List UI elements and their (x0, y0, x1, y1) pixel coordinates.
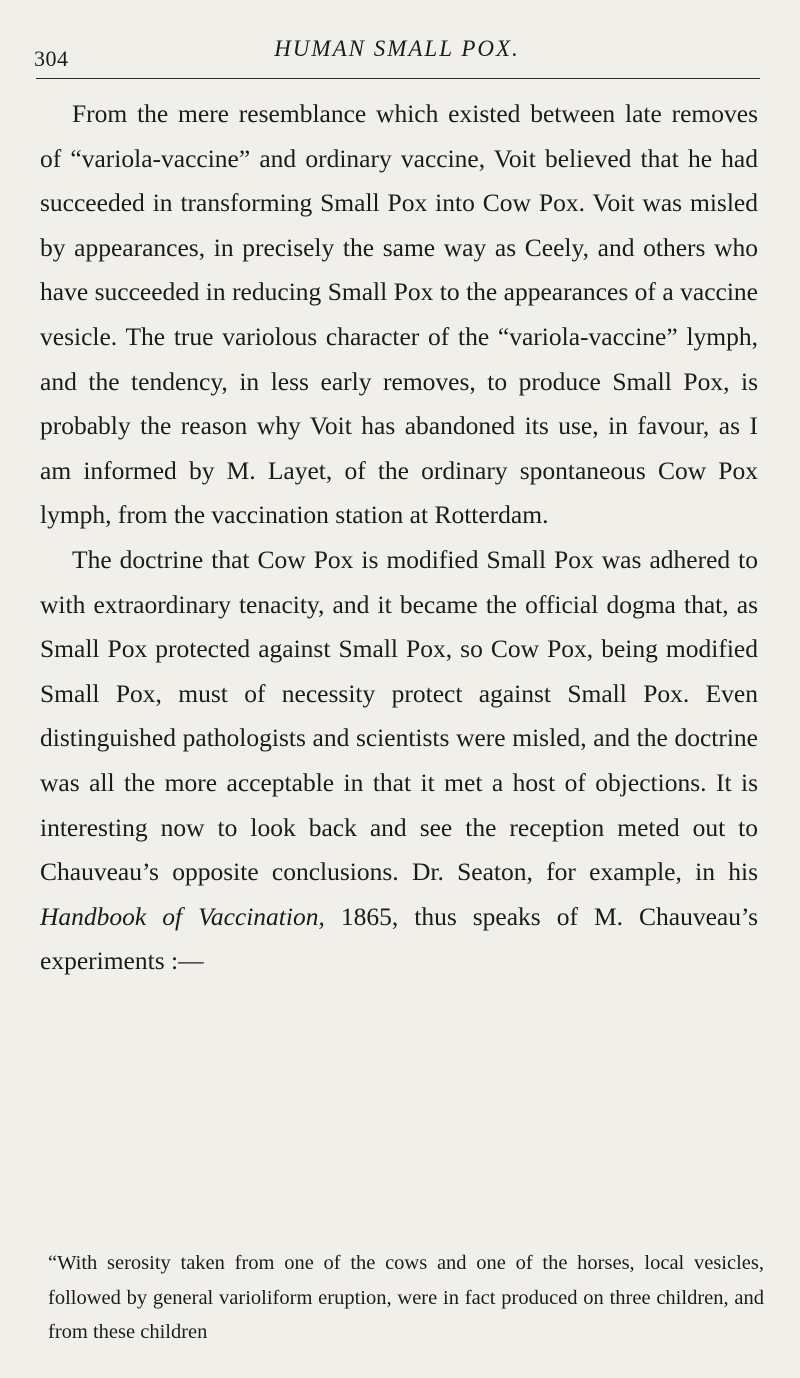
page-header (34, 30, 760, 70)
book-title: Handbook of Vaccination, (40, 901, 325, 931)
body-text (40, 92, 758, 984)
block-quote: “With serosity taken from one of the cows and one of the horses, local vesicles, followed by general varioliform eruption, were in fact produced on three children, and from these children (48, 1252, 764, 1343)
page-number: 304 (34, 46, 69, 71)
paragraph-2-end: 1865, thus speaks of M. Chauveau’s experiments :— (40, 901, 758, 976)
paragraph-2 (40, 538, 758, 984)
running-head: HUMAN SMALL POX. (274, 36, 520, 61)
paragraph-2-start: The doctrine that Cow Pox is modified Small Pox was adhered to with extraordinary tenacity, and it became the official dogma that, as Small Pox protected against Small Pox, so Cow Pox, being modified Small Pox, must of necessity protect against Small Pox. Even distinguished pathologists and scientists were misled, and the doctrine was all the more acceptable in that it met a host of objections. It is interesting now to look back and see the reception meted out to Chauveau’s opposite conclusions. Dr. Seaton, for example, in his (40, 544, 758, 887)
paragraph-1: From the mere resemblance which existed between late removes of “variola-vaccine” and ordinary vaccine, Voit believed that he had succeeded in transforming Small Pox into Cow Pox. Voit was misled by appearances, in precisely the same way as Ceely, and others who have succeeded in reducing Small Pox to the appearances of a vaccine vesicle. The true variolous character of the “variola-vaccine” lymph, and the tendency, in less early removes, to produce Small Pox, is probably the reason why Voit has abandoned its use, in favour, as I am informed by M. Layet, of the ordinary spontaneous Cow Pox lymph, from the vaccination station at Rotterdam. (40, 99, 758, 530)
header-rule (36, 78, 760, 79)
